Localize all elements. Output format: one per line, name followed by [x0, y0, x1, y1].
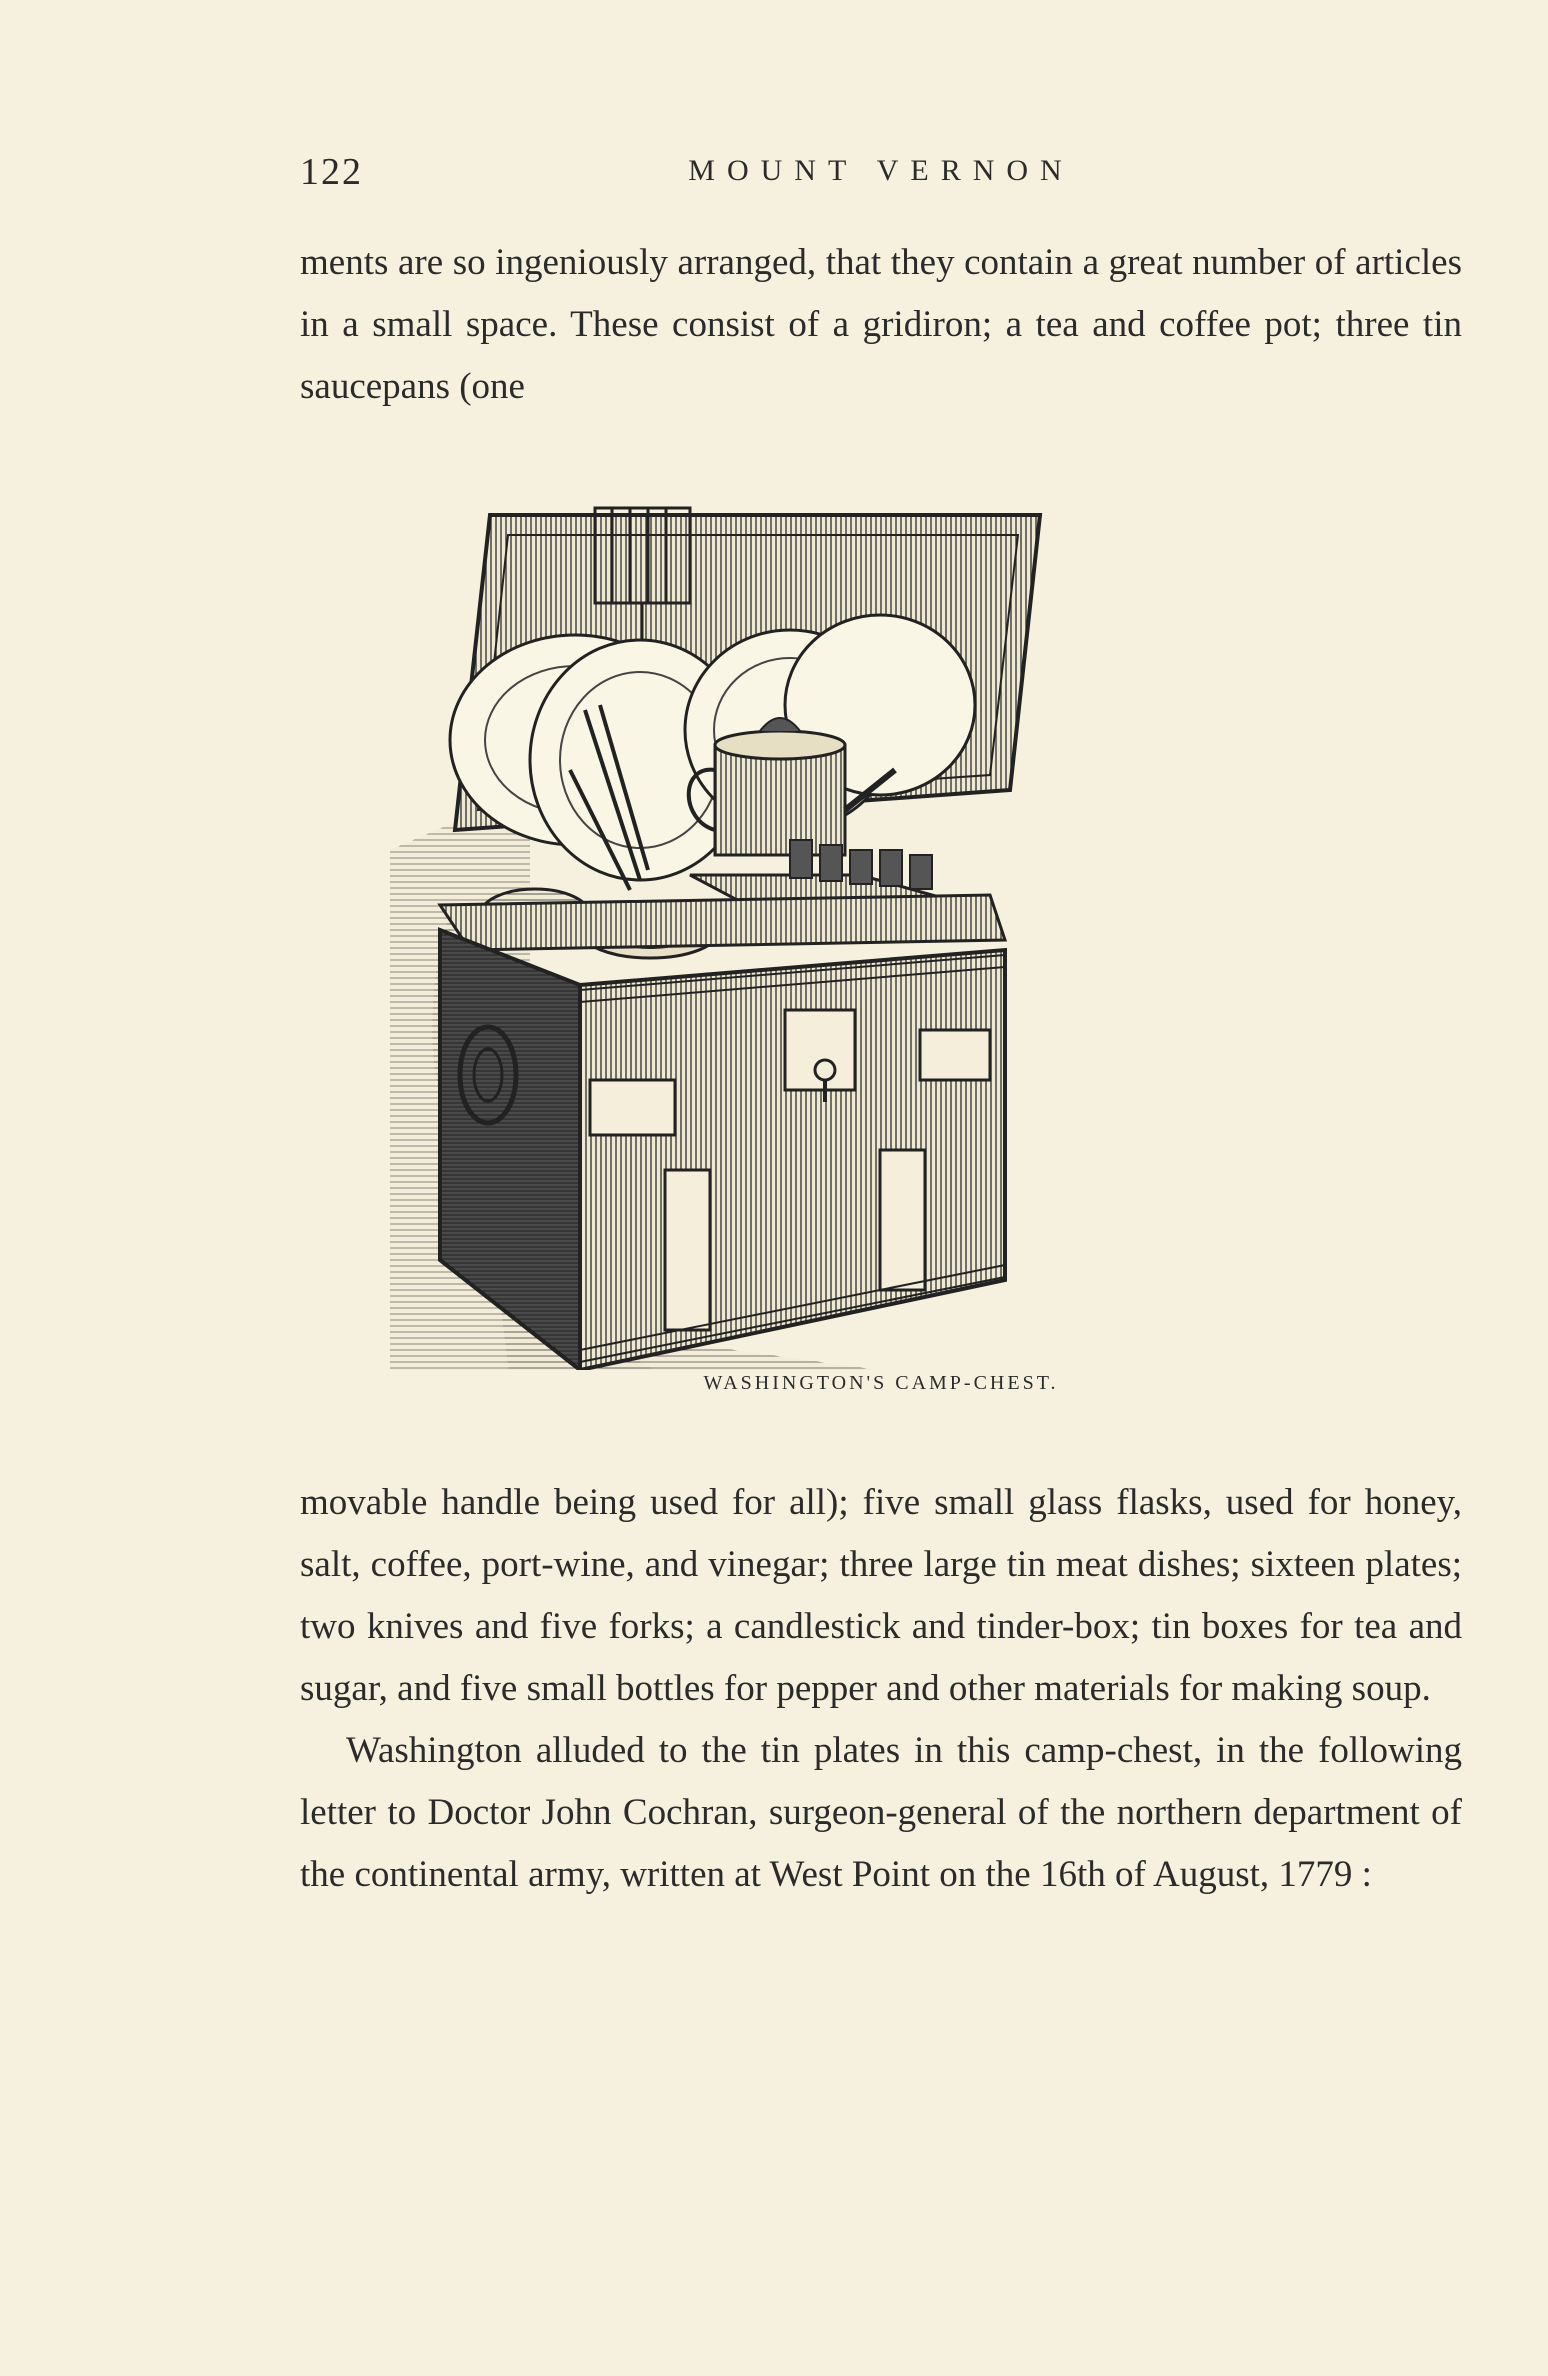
camp-chest-engraving [390, 490, 1370, 1370]
running-title: MOUNT VERNON [688, 154, 1074, 187]
page-number: 122 [300, 151, 363, 193]
text-before-figure [300, 232, 1462, 418]
paragraph: Washington alluded to the tin plates in this camp-chest, in the following letter to Doctor John Cochran, surgeon-general of the northern department of the continental army, written at West Point on the 16th of August, 1779 : [300, 1730, 1462, 1895]
running-head [300, 150, 1462, 200]
paragraph: movable handle being used for all); five small glass flasks, used for honey, salt, coffee, port-wine, and vinegar; three large tin meat dishes; sixteen plates; two knives and five forks; a candlestick and tinder-box; tin boxes for tea and sugar, and five small bottles for pepper and other materials for making soup. [300, 1482, 1462, 1709]
camp-chest-illustration [390, 490, 1370, 1370]
text-after-figure [300, 1472, 1462, 1906]
figure-caption: WASHINGTON'S CAMP-CHEST. [703, 1372, 1059, 1394]
paragraph: ments are so ingeniously arranged, that they contain a great number of articles in a small space. These consist of a gridiron; a tea and coffee pot; three tin saucepans (one [300, 242, 1462, 407]
